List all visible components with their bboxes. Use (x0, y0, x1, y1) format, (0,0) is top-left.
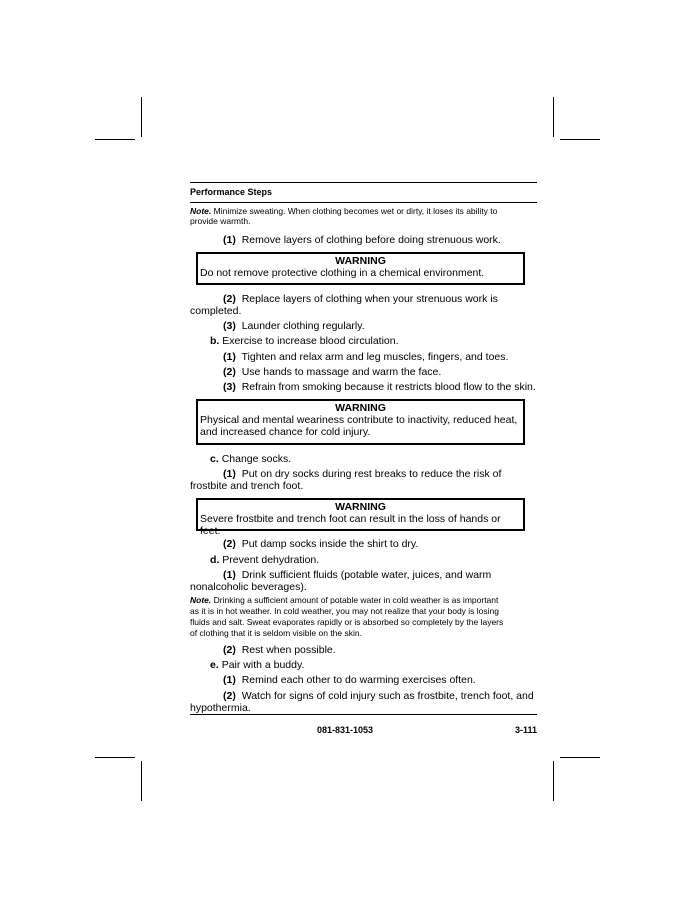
warning-text-line-1: Physical and mental weariness contribute to inactivity, reduced heat, (200, 414, 518, 426)
step-b3: (3) Refrain from smoking because it restricts blood flow to the skin. (223, 381, 536, 393)
step-d: d. Prevent dehydration. (210, 554, 320, 566)
step-a2-line-1: (2) Replace layers of clothing when your strenuous work is (223, 293, 498, 305)
step-a2-line-2: completed. (190, 305, 242, 317)
warning-title: WARNING (335, 255, 386, 267)
step-d1-line-2: nonalcoholic beverages). (190, 581, 307, 593)
header-rule (190, 202, 537, 203)
page-number: 3-111 (514, 725, 537, 735)
note-label: Note. (190, 206, 212, 216)
note-label: Note. (190, 595, 212, 605)
crop-mark-tl-h (95, 139, 135, 140)
note-1-line-1: Note. Minimize sweating. When clothing becomes wet or dirty, it loses its ability to (190, 206, 498, 216)
warning-text: Severe frostbite and trench foot can result in the loss of hands or feet. (200, 513, 501, 537)
step-c2: (2) Put damp socks inside the shirt to dry. (223, 538, 419, 550)
warning-title: WARNING (335, 402, 386, 414)
warning-text-line-2: and increased chance for cold injury. (200, 426, 371, 438)
step-a1: (1) Remove layers of clothing before doing strenuous work. (223, 234, 501, 246)
crop-mark-br-v (553, 761, 554, 801)
note-1-line-2: provide warmth. (190, 216, 251, 226)
note-2-line-3: fluids and salt. Sweat evaporates rapidly or is absorbed so completely by the layers (190, 617, 504, 627)
crop-mark-tr-h (560, 139, 600, 140)
step-b: b. Exercise to increase blood circulation. (210, 335, 399, 347)
step-e1: (1) Remind each other to do warming exercises often. (223, 674, 476, 686)
step-b1: (1) Tighten and relax arm and leg muscles, fingers, and toes. (223, 351, 509, 363)
warning-text: Do not remove protective clothing in a chemical environment. (200, 267, 485, 279)
section-title: Performance Steps (190, 187, 273, 197)
crop-mark-bl-h (95, 757, 135, 758)
step-e2-line-2: hypothermia. (190, 702, 251, 714)
bottom-rule (190, 714, 537, 715)
step-d1-line-1: (1) Drink sufficient fluids (potable water, juices, and warm (223, 569, 492, 581)
crop-mark-tr-v (553, 97, 554, 137)
step-c: c. Change socks. (210, 453, 292, 465)
top-rule (190, 182, 537, 183)
note-2-line-2: as it is in hot weather. In cold weather, you may not realize that your body is losing (190, 606, 500, 616)
step-e2-line-1: (2) Watch for signs of cold injury such as frostbite, trench foot, and (223, 690, 534, 702)
note-2-line-1: Note. Drinking a sufficient amount of potable water in cold weather is as important (190, 595, 499, 605)
warning-box-3 (196, 498, 525, 537)
note-2-line-4: of clothing that it is seldom visible on the skin. (190, 628, 362, 638)
step-a3: (3) Launder clothing regularly. (223, 320, 365, 332)
step-c1-line-1: (1) Put on dry socks during rest breaks to reduce the risk of (223, 468, 502, 480)
step-c1-line-2: frostbite and trench foot. (190, 480, 304, 492)
step-d2: (2) Rest when possible. (223, 644, 336, 656)
document-number: 081-831-1053 (317, 725, 374, 735)
warning-box-2 (196, 399, 525, 445)
crop-mark-br-h (560, 757, 600, 758)
step-b2: (2) Use hands to massage and warm the face. (223, 366, 442, 378)
crop-mark-bl-v (141, 761, 142, 801)
warning-title: WARNING (335, 501, 386, 513)
crop-mark-tl-v (141, 97, 142, 137)
warning-box-1 (196, 252, 525, 285)
step-e: e. Pair with a buddy. (210, 659, 305, 671)
